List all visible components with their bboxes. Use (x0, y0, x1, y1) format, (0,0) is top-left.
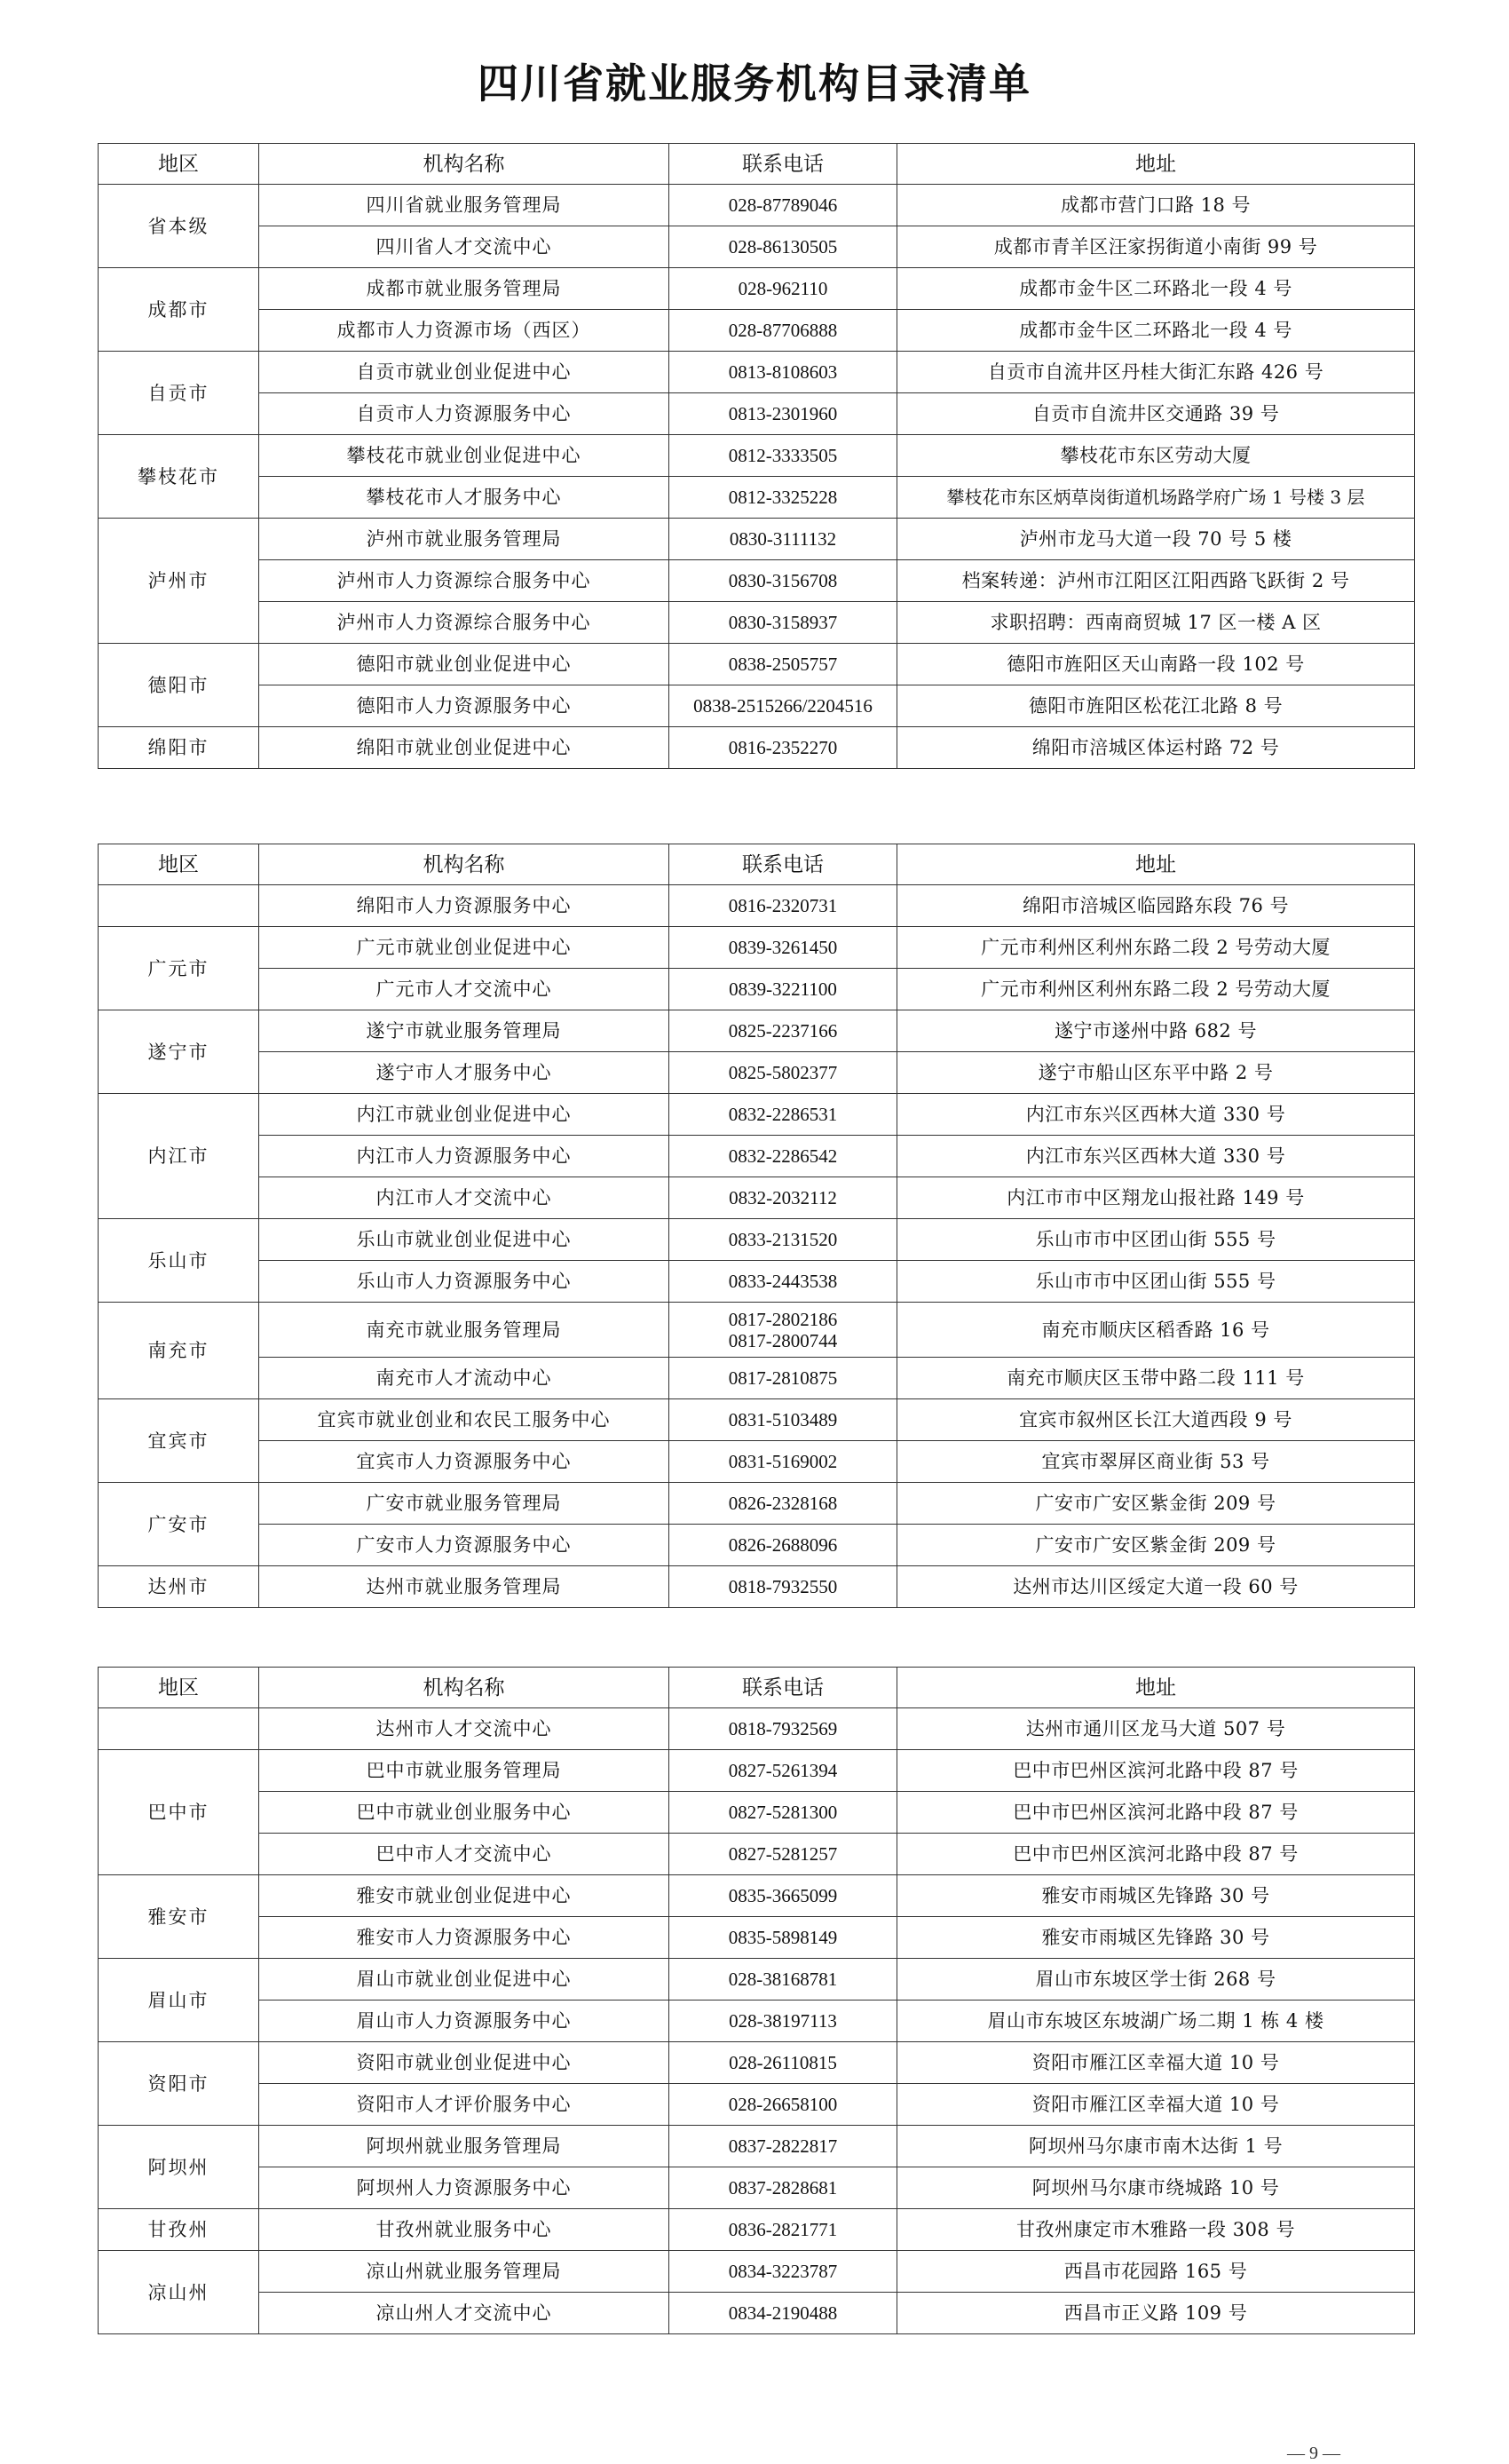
table-row (99, 185, 1415, 226)
region-cell: 遂宁市 (99, 1010, 259, 1094)
agency-name-cell: 宜宾市就业创业和农民工服务中心 (259, 1399, 669, 1441)
region-cell: 乐山市 (99, 1219, 259, 1303)
phone-cell: 0832-2286542 (669, 1136, 897, 1177)
phone-cell: 0825-2237166 (669, 1010, 897, 1052)
region-cell (99, 1708, 259, 1750)
phone-cell: 0836-2821771 (669, 2209, 897, 2251)
address-cell: 西昌市正义路 109 号 (897, 2293, 1415, 2334)
table-row (99, 1261, 1415, 1303)
table-row (99, 2084, 1415, 2126)
address-cell: 宜宾市翠屏区商业街 53 号 (897, 1441, 1415, 1483)
phone-cell: 028-38168781 (669, 1959, 897, 2001)
table-row (99, 1136, 1415, 1177)
directory-table-3 (98, 1667, 1415, 2334)
table-row (99, 2251, 1415, 2293)
address-cell: 南充市顺庆区玉带中路二段 111 号 (897, 1358, 1415, 1399)
address-cell: 求职招聘：西南商贸城 17 区一楼 A 区 (897, 602, 1415, 644)
phone-cell: 0834-3223787 (669, 2251, 897, 2293)
table-row (99, 2042, 1415, 2084)
table-row (99, 435, 1415, 477)
column-header: 联系电话 (669, 1668, 897, 1708)
column-header: 机构名称 (259, 1668, 669, 1708)
phone-line: 0817-2800744 (728, 1329, 838, 1351)
phone-cell: 0826-2328168 (669, 1483, 897, 1525)
region-cell: 巴中市 (99, 1750, 259, 1875)
address-cell: 德阳市旌阳区松花江北路 8 号 (897, 685, 1415, 727)
phone-cell: 0835-5898149 (669, 1917, 897, 1959)
agency-name-cell: 乐山市就业创业促进中心 (259, 1219, 669, 1261)
table-row (99, 1094, 1415, 1136)
address-cell: 眉山市东坡区东坡湖广场二期 1 栋 4 楼 (897, 2001, 1415, 2042)
region-cell: 眉山市 (99, 1959, 259, 2042)
address-cell: 档案转递：泸州市江阳区江阳西路飞跃街 2 号 (897, 560, 1415, 602)
address-cell: 资阳市雁江区幸福大道 10 号 (897, 2084, 1415, 2126)
phone-cell: 0826-2688096 (669, 1525, 897, 1566)
table-header-row (99, 1668, 1415, 1708)
address-cell: 阿坝州马尔康市绕城路 10 号 (897, 2167, 1415, 2209)
table-row (99, 885, 1415, 927)
address-cell: 广元市利州区利州东路二段 2 号劳动大厦 (897, 969, 1415, 1010)
agency-name-cell: 广元市人才交流中心 (259, 969, 669, 1010)
table-row (99, 1834, 1415, 1875)
table-row (99, 2001, 1415, 2042)
address-cell: 广安市广安区紫金街 209 号 (897, 1525, 1415, 1566)
phone-cell: 0833-2443538 (669, 1261, 897, 1303)
address-cell: 达州市达川区绥定大道一段 60 号 (897, 1566, 1415, 1608)
agency-name-cell: 泸州市人力资源综合服务中心 (259, 560, 669, 602)
address-cell: 南充市顺庆区稻香路 16 号 (897, 1303, 1415, 1358)
table-row (99, 1525, 1415, 1566)
agency-name-cell: 南充市人才流动中心 (259, 1358, 669, 1399)
region-cell (99, 885, 259, 927)
region-cell: 宜宾市 (99, 1399, 259, 1483)
agency-name-cell: 达州市人才交流中心 (259, 1708, 669, 1750)
agency-name-cell: 巴中市就业服务管理局 (259, 1750, 669, 1792)
column-header: 机构名称 (259, 844, 669, 885)
address-cell: 自贡市自流井区丹桂大街汇东路 426 号 (897, 352, 1415, 393)
table-row (99, 1219, 1415, 1261)
phone-cell: 0816-2320731 (669, 885, 897, 927)
phone-cell: 0832-2032112 (669, 1177, 897, 1219)
table-row (99, 1959, 1415, 2001)
phone-cell: 0839-3221100 (669, 969, 897, 1010)
column-header: 联系电话 (669, 844, 897, 885)
table-row (99, 685, 1415, 727)
agency-name-cell: 遂宁市就业服务管理局 (259, 1010, 669, 1052)
phone-cell: 0831-5169002 (669, 1441, 897, 1483)
phone-cell: 0838-2515266/2204516 (669, 685, 897, 727)
agency-name-cell: 德阳市人力资源服务中心 (259, 685, 669, 727)
address-cell: 攀枝花市东区炳草岗街道机场路学府广场 1 号楼 3 层 (897, 477, 1415, 519)
table-row (99, 226, 1415, 268)
address-cell: 德阳市旌阳区天山南路一段 102 号 (897, 644, 1415, 685)
phone-cell: 028-26110815 (669, 2042, 897, 2084)
address-cell: 雅安市雨城区先锋路 30 号 (897, 1875, 1415, 1917)
region-cell: 绵阳市 (99, 727, 259, 769)
address-cell: 成都市营门口路 18 号 (897, 185, 1415, 226)
address-cell: 成都市金牛区二环路北一段 4 号 (897, 310, 1415, 352)
table-row (99, 602, 1415, 644)
agency-name-cell: 德阳市就业创业促进中心 (259, 644, 669, 685)
agency-name-cell: 内江市人力资源服务中心 (259, 1136, 669, 1177)
phone-cell (669, 1303, 897, 1358)
phone-cell: 0816-2352270 (669, 727, 897, 769)
phone-cell: 0837-2828681 (669, 2167, 897, 2209)
address-cell: 内江市市中区翔龙山报社路 149 号 (897, 1177, 1415, 1219)
table-row (99, 352, 1415, 393)
address-cell: 巴中市巴州区滨河北路中段 87 号 (897, 1750, 1415, 1792)
address-cell: 成都市金牛区二环路北一段 4 号 (897, 268, 1415, 310)
agency-name-cell: 攀枝花市人才服务中心 (259, 477, 669, 519)
agency-name-cell: 绵阳市就业创业促进中心 (259, 727, 669, 769)
agency-name-cell: 攀枝花市就业创业促进中心 (259, 435, 669, 477)
directory-table-1 (98, 143, 1415, 769)
region-cell: 成都市 (99, 268, 259, 352)
table-row (99, 1566, 1415, 1608)
region-cell: 凉山州 (99, 2251, 259, 2334)
agency-name-cell: 资阳市人才评价服务中心 (259, 2084, 669, 2126)
column-header: 地址 (897, 144, 1415, 185)
phone-cell: 0827-5281257 (669, 1834, 897, 1875)
address-cell: 广安市广安区紫金街 209 号 (897, 1483, 1415, 1525)
table-row (99, 1358, 1415, 1399)
region-cell: 甘孜州 (99, 2209, 259, 2251)
address-cell: 绵阳市涪城区体运村路 72 号 (897, 727, 1415, 769)
region-cell: 德阳市 (99, 644, 259, 727)
phone-cell: 0834-2190488 (669, 2293, 897, 2334)
address-cell: 内江市东兴区西林大道 330 号 (897, 1136, 1415, 1177)
agency-name-cell: 阿坝州人力资源服务中心 (259, 2167, 669, 2209)
region-cell: 泸州市 (99, 519, 259, 644)
region-cell: 达州市 (99, 1566, 259, 1608)
region-cell: 广元市 (99, 927, 259, 1010)
phone-line: 0817-2802186 (728, 1308, 838, 1330)
agency-name-cell: 自贡市就业创业促进中心 (259, 352, 669, 393)
table-row (99, 1750, 1415, 1792)
table-row (99, 927, 1415, 969)
column-header: 联系电话 (669, 144, 897, 185)
agency-name-cell: 成都市人力资源市场（西区） (259, 310, 669, 352)
region-cell: 南充市 (99, 1303, 259, 1399)
phone-cell: 0812-3333505 (669, 435, 897, 477)
agency-name-cell: 眉山市人力资源服务中心 (259, 2001, 669, 2042)
address-cell: 广元市利州区利州东路二段 2 号劳动大厦 (897, 927, 1415, 969)
agency-name-cell: 广安市人力资源服务中心 (259, 1525, 669, 1566)
region-cell: 自贡市 (99, 352, 259, 435)
agency-name-cell: 广安市就业服务管理局 (259, 1483, 669, 1525)
column-header: 地区 (99, 144, 259, 185)
page-title: 四川省就业服务机构目录清单 (478, 59, 1031, 107)
phone-cell: 0827-5261394 (669, 1750, 897, 1792)
agency-name-cell: 遂宁市人才服务中心 (259, 1052, 669, 1094)
agency-name-cell: 四川省就业服务管理局 (259, 185, 669, 226)
table-row (99, 644, 1415, 685)
phone-cell: 0825-5802377 (669, 1052, 897, 1094)
agency-name-cell: 绵阳市人力资源服务中心 (259, 885, 669, 927)
phone-cell: 0818-7932550 (669, 1566, 897, 1608)
address-cell: 自贡市自流井区交通路 39 号 (897, 393, 1415, 435)
address-cell: 攀枝花市东区劳动大厦 (897, 435, 1415, 477)
agency-name-cell: 凉山州人才交流中心 (259, 2293, 669, 2334)
address-cell: 遂宁市遂州中路 682 号 (897, 1010, 1415, 1052)
agency-name-cell: 雅安市就业创业促进中心 (259, 1875, 669, 1917)
column-header: 地区 (99, 844, 259, 885)
table-row (99, 727, 1415, 769)
agency-name-cell: 甘孜州就业服务中心 (259, 2209, 669, 2251)
phone-cell: 0812-3325228 (669, 477, 897, 519)
agency-name-cell: 达州市就业服务管理局 (259, 1566, 669, 1608)
table-row (99, 1052, 1415, 1094)
table-row (99, 519, 1415, 560)
address-cell: 达州市通川区龙马大道 507 号 (897, 1708, 1415, 1750)
agency-name-cell: 雅安市人力资源服务中心 (259, 1917, 669, 1959)
agency-name-cell: 资阳市就业创业促进中心 (259, 2042, 669, 2084)
table-row (99, 1399, 1415, 1441)
agency-name-cell: 阿坝州就业服务管理局 (259, 2126, 669, 2167)
table-row (99, 1483, 1415, 1525)
address-cell: 巴中市巴州区滨河北路中段 87 号 (897, 1792, 1415, 1834)
phone-cell: 0837-2822817 (669, 2126, 897, 2167)
agency-name-cell: 四川省人才交流中心 (259, 226, 669, 268)
phone-cell: 0813-2301960 (669, 393, 897, 435)
phone-cell: 0835-3665099 (669, 1875, 897, 1917)
table-row (99, 1441, 1415, 1483)
address-cell: 巴中市巴州区滨河北路中段 87 号 (897, 1834, 1415, 1875)
phone-cell: 0839-3261450 (669, 927, 897, 969)
table-row (99, 1177, 1415, 1219)
region-cell: 阿坝州 (99, 2126, 259, 2209)
table-row (99, 477, 1415, 519)
phone-cell: 028-38197113 (669, 2001, 897, 2042)
column-header: 地区 (99, 1668, 259, 1708)
address-cell: 资阳市雁江区幸福大道 10 号 (897, 2042, 1415, 2084)
phone-cell: 0838-2505757 (669, 644, 897, 685)
address-cell: 成都市青羊区汪家拐街道小南街 99 号 (897, 226, 1415, 268)
table-row (99, 310, 1415, 352)
address-cell: 宜宾市叙州区长江大道西段 9 号 (897, 1399, 1415, 1441)
agency-name-cell: 广元市就业创业促进中心 (259, 927, 669, 969)
table-row (99, 2167, 1415, 2209)
table-row (99, 1792, 1415, 1834)
phone-cell: 0818-7932569 (669, 1708, 897, 1750)
agency-name-cell: 乐山市人力资源服务中心 (259, 1261, 669, 1303)
table-row (99, 1917, 1415, 1959)
region-cell: 内江市 (99, 1094, 259, 1219)
address-cell: 甘孜州康定市木雅路一段 308 号 (897, 2209, 1415, 2251)
agency-name-cell: 宜宾市人力资源服务中心 (259, 1441, 669, 1483)
phone-cell: 0830-3158937 (669, 602, 897, 644)
address-cell: 雅安市雨城区先锋路 30 号 (897, 1917, 1415, 1959)
phone-cell: 0813-8108603 (669, 352, 897, 393)
agency-name-cell: 巴中市人才交流中心 (259, 1834, 669, 1875)
agency-name-cell: 自贡市人力资源服务中心 (259, 393, 669, 435)
phone-cell: 028-87706888 (669, 310, 897, 352)
table-row (99, 560, 1415, 602)
table-row (99, 268, 1415, 310)
directory-table-2 (98, 844, 1415, 1608)
table-row (99, 2126, 1415, 2167)
region-cell: 广安市 (99, 1483, 259, 1566)
table-row (99, 2293, 1415, 2334)
column-header: 地址 (897, 1668, 1415, 1708)
agency-name-cell: 泸州市就业服务管理局 (259, 519, 669, 560)
phone-cell: 0830-3156708 (669, 560, 897, 602)
address-cell: 遂宁市船山区东平中路 2 号 (897, 1052, 1415, 1094)
address-cell: 眉山市东坡区学士街 268 号 (897, 1959, 1415, 2001)
address-cell: 乐山市市中区团山街 555 号 (897, 1261, 1415, 1303)
agency-name-cell: 眉山市就业创业促进中心 (259, 1959, 669, 2001)
phone-cell: 0830-3111132 (669, 519, 897, 560)
table-row (99, 393, 1415, 435)
agency-name-cell: 泸州市人力资源综合服务中心 (259, 602, 669, 644)
table-header-row (99, 144, 1415, 185)
agency-name-cell: 南充市就业服务管理局 (259, 1303, 669, 1358)
address-cell: 阿坝州马尔康市南木达街 1 号 (897, 2126, 1415, 2167)
address-cell: 泸州市龙马大道一段 70 号 5 楼 (897, 519, 1415, 560)
table-row (99, 1875, 1415, 1917)
column-header: 地址 (897, 844, 1415, 885)
page-number: — 9 — (1287, 2444, 1340, 2463)
table-row (99, 1010, 1415, 1052)
column-header: 机构名称 (259, 144, 669, 185)
phone-cell: 028-87789046 (669, 185, 897, 226)
address-cell: 西昌市花园路 165 号 (897, 2251, 1415, 2293)
region-cell: 雅安市 (99, 1875, 259, 1959)
table-row (99, 2209, 1415, 2251)
address-cell: 乐山市市中区团山街 555 号 (897, 1219, 1415, 1261)
table-row (99, 1708, 1415, 1750)
table-row (99, 969, 1415, 1010)
region-cell: 资阳市 (99, 2042, 259, 2126)
phone-cell: 028-86130505 (669, 226, 897, 268)
agency-name-cell: 巴中市就业创业服务中心 (259, 1792, 669, 1834)
address-cell: 绵阳市涪城区临园路东段 76 号 (897, 885, 1415, 927)
phone-cell: 028-26658100 (669, 2084, 897, 2126)
table-row (99, 1303, 1415, 1358)
phone-cell: 0833-2131520 (669, 1219, 897, 1261)
region-cell: 省本级 (99, 185, 259, 268)
agency-name-cell: 内江市人才交流中心 (259, 1177, 669, 1219)
region-cell: 攀枝花市 (99, 435, 259, 519)
agency-name-cell: 成都市就业服务管理局 (259, 268, 669, 310)
phone-cell: 028-962110 (669, 268, 897, 310)
phone-cell: 0831-5103489 (669, 1399, 897, 1441)
agency-name-cell: 凉山州就业服务管理局 (259, 2251, 669, 2293)
phone-cell: 0817-2810875 (669, 1358, 897, 1399)
phone-cell: 0827-5281300 (669, 1792, 897, 1834)
phone-cell: 0832-2286531 (669, 1094, 897, 1136)
address-cell: 内江市东兴区西林大道 330 号 (897, 1094, 1415, 1136)
agency-name-cell: 内江市就业创业促进中心 (259, 1094, 669, 1136)
table-header-row (99, 844, 1415, 885)
